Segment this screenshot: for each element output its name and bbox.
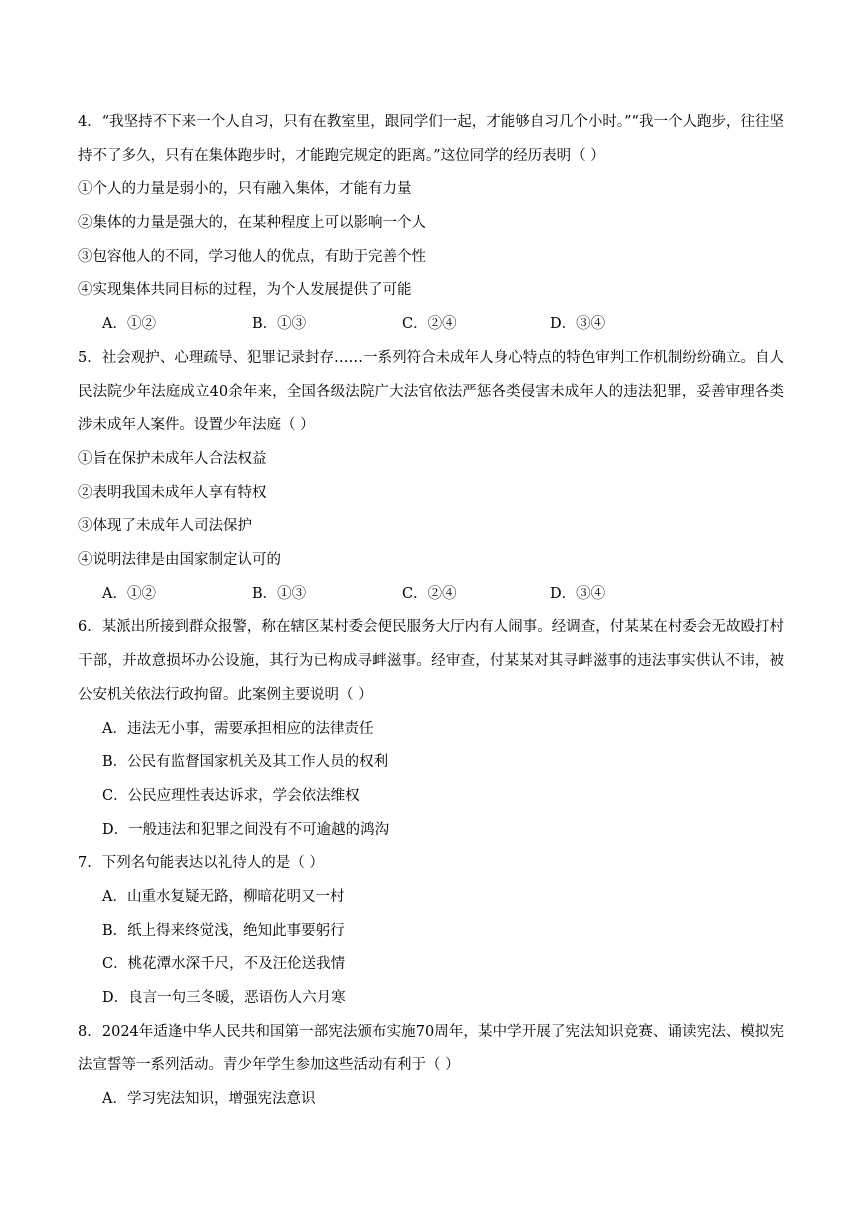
question-7 — [78, 847, 784, 1015]
question-6 — [78, 611, 784, 847]
option-d[interactable]: D．③④ — [550, 316, 606, 333]
statement: ④说明法律是由国家制定认可的 — [78, 552, 281, 569]
option-b[interactable]: B．纸上得来终觉浅，绝知此事要躬行 — [102, 922, 345, 939]
question-stem: 7．下列名句能表达以礼待人的是（ ） — [78, 855, 324, 872]
options-row — [78, 578, 784, 612]
question-stem: 8．2024年适逢中华人民共和国第一部宪法颁布实施70周年，某中学开展了宪法知识竞赛、诵读宪法、模拟宪法宣誓等一系列活动。青少年学生参加这些活动有利于（ ） — [78, 1023, 784, 1074]
option-a[interactable]: A．违法无小事，需要承担相应的法律责任 — [102, 720, 374, 737]
question-stem: 4．“我坚持不下来一个人自习，只有在教室里，跟同学们一起，才能够自习几个小时。”“我一个人跑步，往往坚持不了多久，只有在集体跑步时，才能跑完规定的距离。”这位同学的经历表明（ ） — [78, 114, 784, 164]
option-c[interactable]: C．公民应理性表达诉求，学会依法维权 — [102, 787, 360, 804]
option-a[interactable]: A．山重水复疑无路，柳暗花明又一村 — [102, 888, 345, 905]
option-a[interactable]: A．①② — [102, 585, 156, 602]
statement: ②表明我国未成年人享有特权 — [78, 484, 267, 501]
statement: ①个人的力量是弱小的，只有融入集体，才能有力量 — [78, 181, 412, 198]
options-row — [78, 308, 784, 342]
option-c[interactable]: C．桃花潭水深千尺，不及汪伦送我情 — [102, 956, 346, 973]
statement: ②集体的力量是强大的，在某种程度上可以影响一个人 — [78, 215, 426, 232]
statement: ③包容他人的不同，学习他人的优点，有助于完善个性 — [78, 248, 426, 265]
option-d[interactable]: D．一般违法和犯罪之间没有不可逾越的鸿沟 — [102, 821, 390, 838]
option-d[interactable]: D．良言一句三冬暖，恶语伤人六月寒 — [102, 990, 346, 1006]
option-b[interactable]: B．①③ — [252, 316, 307, 333]
option-b[interactable]: B．公民有监督国家机关及其工作人员的权利 — [102, 754, 389, 771]
question-8 — [78, 1016, 784, 1117]
option-c[interactable]: C．②④ — [402, 316, 457, 333]
statement: ④实现集体共同目标的过程，为个人发展提供了可能 — [78, 282, 412, 299]
statement: ①旨在保护未成年人合法权益 — [78, 450, 267, 467]
option-b[interactable]: B．①③ — [252, 585, 307, 602]
option-a[interactable]: A．学习宪法知识，增强宪法意识 — [102, 1091, 316, 1108]
question-5 — [78, 342, 784, 612]
option-d[interactable]: D．③④ — [550, 585, 606, 602]
option-a[interactable]: A．①② — [102, 316, 156, 333]
exam-page — [78, 106, 784, 1117]
question-stem: 5．社会观护、心理疏导、犯罪记录封存……一系列符合未成年人身心特点的特色审判工作机制纷纷确立。自人民法院少年法庭成立40余年来，全国各级法院广大法官依法严惩各类侵害未成年人的违法犯罪，妥善审理各类涉未成年人案件。设置少年法庭（ ） — [78, 349, 784, 434]
question-4 — [78, 106, 784, 342]
question-stem: 6．某派出所接到群众报警，称在辖区某村委会便民服务大厅内有人闹事。经调查，付某某在村委会无故殴打村干部，并故意损坏办公设施，其行为已构成寻衅滋事。经审查，付某某对其寻衅滋事的违法事实供认不讳，被公安机关依法行政拘留。此案例主要说明（ ） — [78, 619, 784, 703]
option-c[interactable]: C．②④ — [402, 585, 457, 602]
statement: ③体现了未成年人司法保护 — [78, 518, 252, 535]
